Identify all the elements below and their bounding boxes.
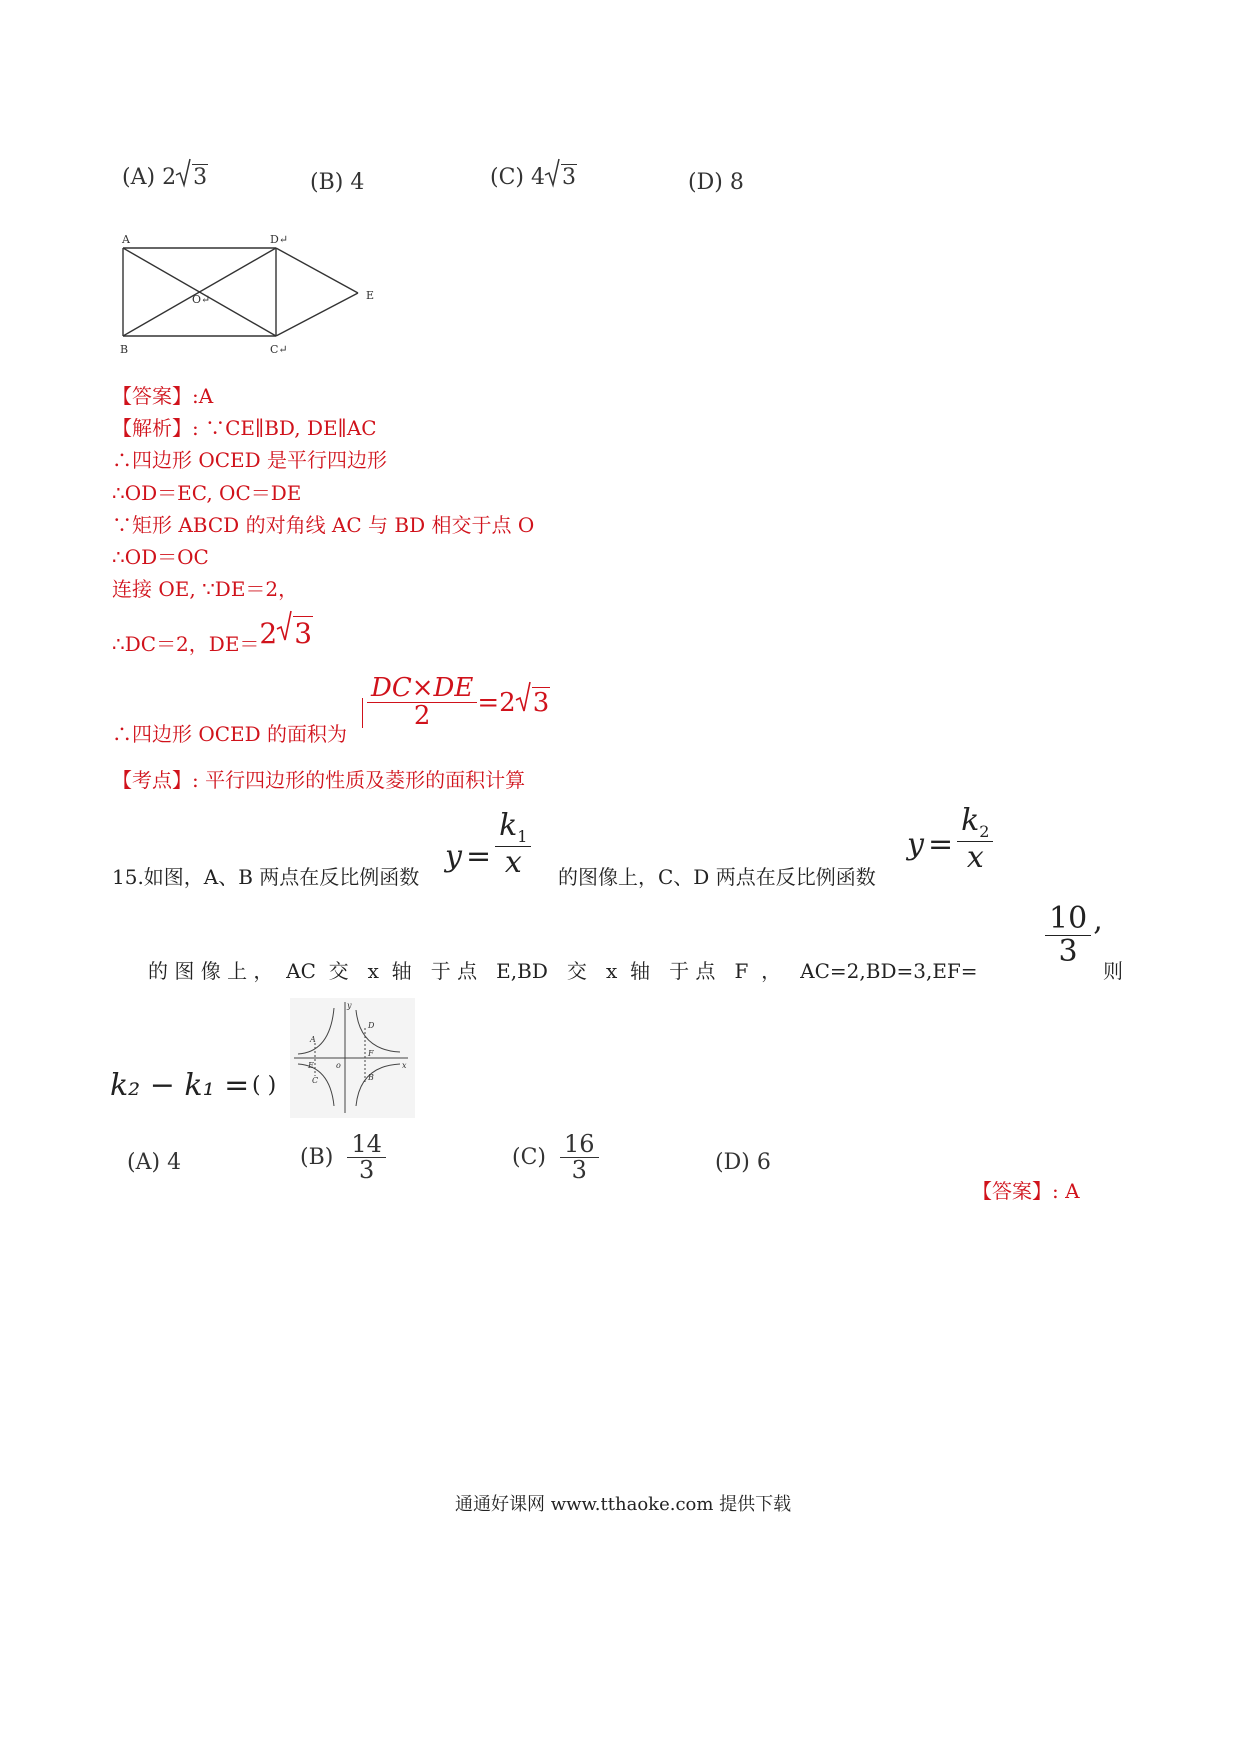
graph-c-label: C [312, 1076, 319, 1085]
graph-y-label: y [347, 1001, 352, 1010]
graph-a-label: A [310, 1035, 316, 1044]
page-footer: 通通好课网 www.tthaoke.com 提供下载 [455, 1494, 792, 1515]
q15-line1-b: 的图像上，C、D 两点在反比例函数 [558, 865, 876, 889]
q15-line2: 的 图 像 上 ， AC 交 x 轴 于 点 E,BD 交 x 轴 于 点 F ， AC=2,BD=3,EF= [148, 959, 978, 983]
q14-kaodian: 【考点】: 平行四边形的性质及菱形的面积计算 [112, 768, 526, 792]
q15-option-b: (B) $\frac{14}{3}$ [300, 1132, 386, 1183]
label-c: C↵ [270, 343, 288, 356]
q14-analysis-line2: ∴四边形 OCED 是平行四边形 [112, 448, 388, 472]
q14-analysis-line3: ∴OD＝EC, OC＝DE [112, 481, 302, 505]
q14-option-c: (C) 4 3 [490, 165, 577, 190]
q15-expression: k₂ − k₁ = [110, 1068, 250, 1103]
q15-hyperbola-graph [290, 998, 415, 1118]
q15-ef-fraction: $\frac{10}{3}$ , [1045, 903, 1103, 967]
graph-b-label: B [368, 1073, 374, 1082]
q15-line1-a: 15.如图，A、B 两点在反比例函数 [112, 865, 420, 889]
q14-area-formula: $\frac{DC\times DE}{2}$ =2 3 [362, 675, 550, 731]
q14-option-d: (D) 8 [688, 170, 744, 195]
label-a: A [122, 233, 130, 246]
graph-x-label: x [402, 1061, 407, 1070]
graph-e-label: E [308, 1061, 314, 1070]
q14-analysis-line7: ∴DC＝2，DE＝2 3 [112, 625, 313, 658]
label-o: O↵ [192, 293, 211, 306]
graph-f-label: F [368, 1049, 374, 1058]
q15-option-d: (D) 6 [715, 1150, 771, 1175]
q14-analysis-line1: 【解析】: ∵CE∥BD, DE∥AC [112, 416, 377, 440]
q14-option-b: (B) 4 [310, 170, 365, 195]
q15-line2-end: 则 [1103, 959, 1123, 983]
q14-answer: 【答案】:A [112, 384, 214, 408]
q15-answer: 【答案】: A [972, 1179, 1080, 1203]
q14-option-a: (A) 2 3 [122, 165, 208, 190]
q15-option-a: (A) 4 [127, 1150, 182, 1175]
q14-analysis-line6: 连接 OE, ∵DE＝2， [112, 577, 299, 601]
label-b: B [120, 343, 129, 356]
label-e: E [366, 289, 375, 302]
q14-analysis-line4: ∵矩形 ABCD 的对角线 AC 与 BD 相交于点 O [112, 513, 535, 537]
graph-d-label: D [368, 1021, 375, 1030]
q14-rectangle-figure [110, 225, 390, 365]
q14-analysis-line8-prefix: ∴四边形 OCED 的面积为 [112, 722, 348, 746]
label-d: D↵ [270, 233, 289, 246]
q14-analysis-line5: ∴OD＝OC [112, 545, 209, 569]
q15-option-c: (C) $\frac{16}{3}$ [512, 1132, 599, 1183]
q15-function-k1: y = $\frac{k_1}{x}$ [445, 810, 531, 878]
graph-o-label: o [336, 1061, 341, 1070]
q15-function-k2: y = $\frac{k_2}{x}$ [907, 805, 993, 873]
q15-paren: ( ) [252, 1073, 277, 1098]
